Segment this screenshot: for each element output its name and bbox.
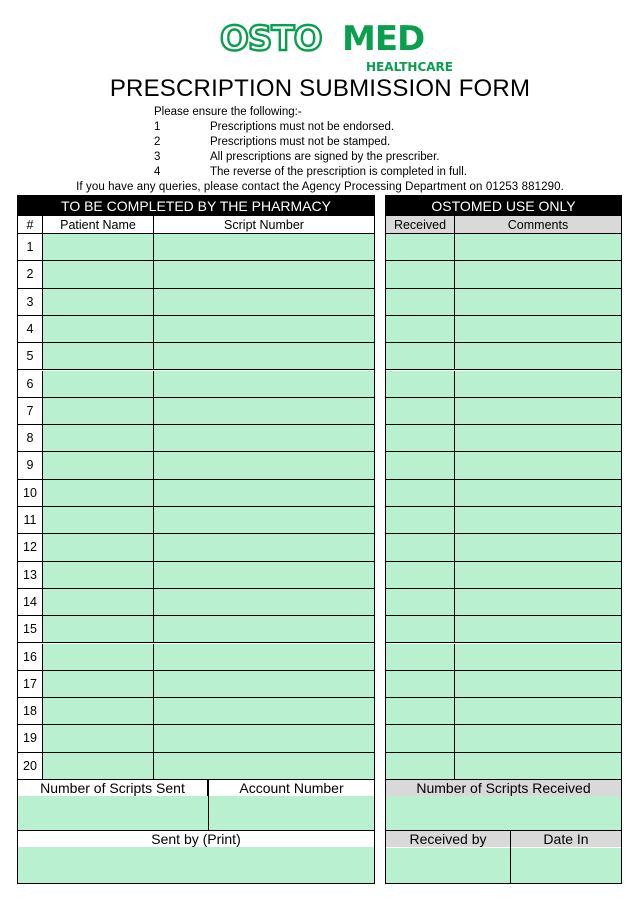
received-field[interactable] [386,507,455,534]
received-field[interactable] [386,616,455,643]
patient-name-field[interactable] [43,753,154,780]
row-number: 11 [18,507,43,534]
column-header-received: Received [386,216,455,234]
sent-by-label: Sent by (Print) [18,831,374,847]
received-field[interactable] [386,562,455,589]
patient-name-field[interactable] [43,343,154,370]
comments-field[interactable] [455,289,621,316]
scripts-received-field[interactable] [386,796,621,830]
row-number: 1 [18,234,43,261]
patient-name-field[interactable] [43,261,154,288]
received-field[interactable] [386,371,455,398]
row-number: 3 [18,289,43,316]
received-field[interactable] [386,753,455,780]
script-number-field[interactable] [154,589,374,616]
patient-name-field[interactable] [43,644,154,671]
patient-name-field[interactable] [43,316,154,343]
comments-field[interactable] [455,480,621,507]
received-field[interactable] [386,534,455,561]
comments-field[interactable] [455,616,621,643]
comments-field[interactable] [455,452,621,479]
script-number-field[interactable] [154,371,374,398]
column-header-comments: Comments [455,216,621,234]
script-number-field[interactable] [154,289,374,316]
comments-field[interactable] [455,589,621,616]
date-in-label: Date In [511,831,621,847]
script-number-field[interactable] [154,534,374,561]
received-field[interactable] [386,725,455,752]
row-number: 2 [18,261,43,288]
patient-name-field[interactable] [43,398,154,425]
received-field[interactable] [386,480,455,507]
script-number-field[interactable] [154,343,374,370]
received-field[interactable] [386,343,455,370]
pharmacy-heading: TO BE COMPLETED BY THE PHARMACY [18,196,374,216]
script-number-field[interactable] [154,425,374,452]
contact-line: If you have any queries, please contact the Agency Processing Department on 01253 881290. [76,181,564,193]
account-number-field[interactable] [209,796,374,830]
pharmacy-section [17,195,375,884]
script-number-field[interactable] [154,261,374,288]
row-number: 19 [18,725,43,752]
row-number: 6 [18,371,43,398]
comments-field[interactable] [455,534,621,561]
row-number: 14 [18,589,43,616]
script-number-field[interactable] [154,616,374,643]
instruction-text: The reverse of the prescription is completed in full. [210,166,467,178]
patient-name-field[interactable] [43,480,154,507]
instruction-text: All prescriptions are signed by the prescriber. [210,151,440,163]
footer-divider [208,780,209,831]
script-number-field[interactable] [154,398,374,425]
ostomed-heading: OSTOMED USE ONLY [386,196,621,216]
comments-field[interactable] [455,234,621,261]
script-number-field[interactable] [154,725,374,752]
received-by-label: Received by [386,831,510,847]
received-field[interactable] [386,398,455,425]
scripts-sent-label: Number of Scripts Sent [18,780,207,796]
row-number: 4 [18,316,43,343]
script-number-field[interactable] [154,480,374,507]
received-field[interactable] [386,452,455,479]
scripts-sent-field[interactable] [18,796,208,830]
row-number: 8 [18,425,43,452]
row-number: 5 [18,343,43,370]
patient-name-field[interactable] [43,725,154,752]
logo-text-solid: MED [342,19,425,59]
ostomed-logo [218,18,458,74]
script-number-field[interactable] [154,644,374,671]
comments-field[interactable] [455,371,621,398]
received-field[interactable] [386,234,455,261]
column-header-patient-name: Patient Name [43,216,154,234]
row-number: 10 [18,480,43,507]
row-number: 13 [18,562,43,589]
instructions-intro: Please ensure the following:- [154,106,302,118]
row-number: 9 [18,452,43,479]
comments-field[interactable] [455,398,621,425]
script-number-field[interactable] [154,562,374,589]
patient-name-field[interactable] [43,289,154,316]
form-title: PRESCRIPTION SUBMISSION FORM [109,75,531,102]
script-number-field[interactable] [154,234,374,261]
patient-name-field[interactable] [43,534,154,561]
patient-name-field[interactable] [43,425,154,452]
row-number: 17 [18,671,43,698]
script-number-field[interactable] [154,316,374,343]
patient-name-field[interactable] [43,698,154,725]
received-field[interactable] [386,644,455,671]
comments-field[interactable] [455,753,621,780]
instruction-number: 3 [154,151,161,163]
row-number: 18 [18,698,43,725]
comments-field[interactable] [455,671,621,698]
patient-name-field[interactable] [43,562,154,589]
comments-field[interactable] [455,507,621,534]
received-field[interactable] [386,261,455,288]
instruction-number: 1 [154,121,161,133]
script-number-field[interactable] [154,507,374,534]
account-number-label: Account Number [209,780,374,796]
patient-name-field[interactable] [43,234,154,261]
row-number: 7 [18,398,43,425]
script-number-field[interactable] [154,753,374,780]
instruction-number: 2 [154,136,161,148]
received-field[interactable] [386,425,455,452]
row-number: 20 [18,753,43,780]
patient-name-field[interactable] [43,589,154,616]
script-number-field[interactable] [154,452,374,479]
row-number: 15 [18,616,43,643]
instruction-text: Prescriptions must not be endorsed. [210,121,395,133]
comments-field[interactable] [455,644,621,671]
received-field[interactable] [386,589,455,616]
column-header-script-number: Script Number [154,216,374,234]
logo-text-outline: OSTO [220,19,322,59]
comments-field[interactable] [455,698,621,725]
instruction-text: Prescriptions must not be stamped. [210,136,391,148]
received-field[interactable] [386,698,455,725]
patient-name-field[interactable] [43,507,154,534]
column-header-number: # [18,216,43,234]
date-in-field[interactable] [511,848,621,883]
row-number: 16 [18,644,43,671]
comments-field[interactable] [455,425,621,452]
ostomed-section [385,195,622,884]
patient-name-field[interactable] [43,671,154,698]
patient-name-field[interactable] [43,616,154,643]
comments-field[interactable] [455,725,621,752]
script-number-field[interactable] [154,671,374,698]
patient-name-field[interactable] [43,452,154,479]
received-field[interactable] [386,671,455,698]
script-number-field[interactable] [154,698,374,725]
footer-divider [510,831,511,883]
comments-field[interactable] [455,562,621,589]
comments-field[interactable] [455,343,621,370]
received-field[interactable] [386,316,455,343]
instruction-number: 4 [154,166,161,178]
comments-field[interactable] [455,261,621,288]
scripts-received-label: Number of Scripts Received [386,780,621,796]
received-by-field[interactable] [386,848,510,883]
patient-name-field[interactable] [43,371,154,398]
logo-subtitle: HEALTHCARE [366,60,453,74]
sent-by-field[interactable] [18,846,374,883]
comments-field[interactable] [455,316,621,343]
row-number: 12 [18,534,43,561]
received-field[interactable] [386,289,455,316]
